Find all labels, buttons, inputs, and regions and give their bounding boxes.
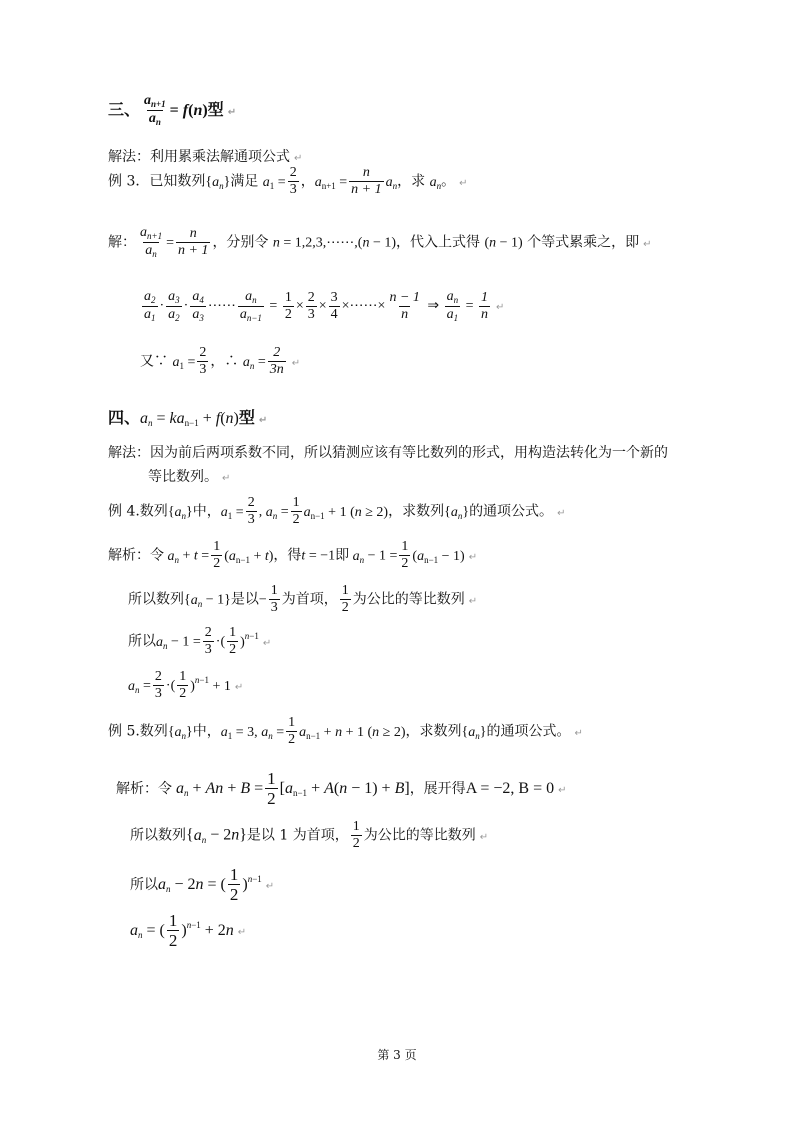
solution-3-step3: 又∵ $a_1$ = $\frac{2}{3}$ ，∴ $a_n$ = $\frac{2}{3n}$ ↵: [140, 345, 301, 377]
page-number: 第 3 页: [377, 1048, 417, 1062]
solution-4-step2: 所以数列$\{a_n - 1\}$是以− $\frac{1}{3}$ 为首项， $\frac{1}{2}$ 为公比的等比数列 ↵: [128, 583, 478, 615]
example-3: 例 3．已知数列$\{a_n\}$满足 $a_1$ = $\frac{2}{3}$ ，$a_{n+1}$ = $\frac{n}{n + 1}$ $a_n$，求 $a_n$。 ↵: [108, 165, 468, 197]
solution-3-step2: $\frac{a_2}{a_1}$ · $\frac{a_3}{a_2}$ · $\frac{a_4}{a_3}$ ⋯⋯ $\frac{a_n}{a_{n-1}}$ = $\frac{1}{2}$ × $\frac{2}{3}$ × $\frac{3}{4}$ ×⋯⋯× $\frac{n - 1}{n}$ ⇒ $\frac{a_n}{a_1}$ = $\frac{1}{n}$ ↵: [144, 289, 505, 323]
method-4-line2: 等比数列。 ↵: [148, 469, 231, 485]
solution-5-step2: 所以数列$\{a_n - 2n\}$是以 1 为首项， $\frac{1}{2}$ 为公比的等比数列 ↵: [130, 819, 489, 851]
section-4-heading: 四、$a_n = ka_{n-1} + f(n)$型 ↵: [108, 408, 268, 428]
example-4: 例 4.数列$\{a_n\}$中，$a_1$ = $\frac{2}{3}$ , $a_n$ = $\frac{1}{2}$ $a_{n-1} + 1$ (n ≥ 2)，求数列$\{a_n\}$的通项公式。 ↵: [108, 495, 566, 527]
section-3-heading: 三、 $\frac{a_{n+1}}{a_n}$ = f(n)型 ↵: [108, 93, 237, 127]
solution-4-step3: 所以$a_n - 1$ = $\frac{2}{3}$ ·( $\frac{1}{2}$ )$^{n-1}$↵: [128, 625, 272, 657]
solution-5-step1: 解析：令 $a_n + An + B$ = $\frac{1}{2}$ $[a_{n-1} + A(n - 1) + B]$，展开得A = −2, B = 0 ↵: [116, 769, 567, 808]
solution-5-step3: 所以$a_n - 2n$ = ( $\frac{1}{2}$ )$^{n-1}$↵: [130, 865, 275, 904]
example-5: 例 5.数列$\{a_n\}$中，$a_1 = 3$, $a_n$ = $\frac{1}{2}$ $a_{n-1} + n + 1$ (n ≥ 2)，求数列$\{a_n\}$的通项公式。 ↵: [108, 715, 583, 747]
solution-4-step1: 解析：令 $a_n + t$ = $\frac{1}{2}$ $(a_{n-1} + t)$，得t = −1即 $a_n - 1$ = $\frac{1}{2}$ $(a_{n-1} - 1)$ ↵: [108, 539, 478, 571]
method-3: 解法：利用累乘法解通项公式 ↵: [108, 149, 303, 165]
solution-4-result: $a_n$ = $\frac{2}{3}$ ·( $\frac{1}{2}$ )$^{n-1}$ + 1 ↵: [128, 669, 244, 701]
method-4-line1: 解法：因为前后两项系数不同，所以猜测应该有等比数列的形式，用构造法转化为一个新的: [108, 445, 668, 461]
solution-5-result: $a_n$ = ( $\frac{1}{2}$ )$^{n-1}$ + 2n ↵: [130, 911, 247, 950]
solution-3-step1: 解： $\frac{a_{n+1}}{a_n}$ = $\frac{n}{n + 1}$ ，分别令 n = 1,2,3,⋯⋯,(n − 1)，代入上式得 (n − 1) 个等式累乘之，即 ↵: [108, 225, 652, 259]
